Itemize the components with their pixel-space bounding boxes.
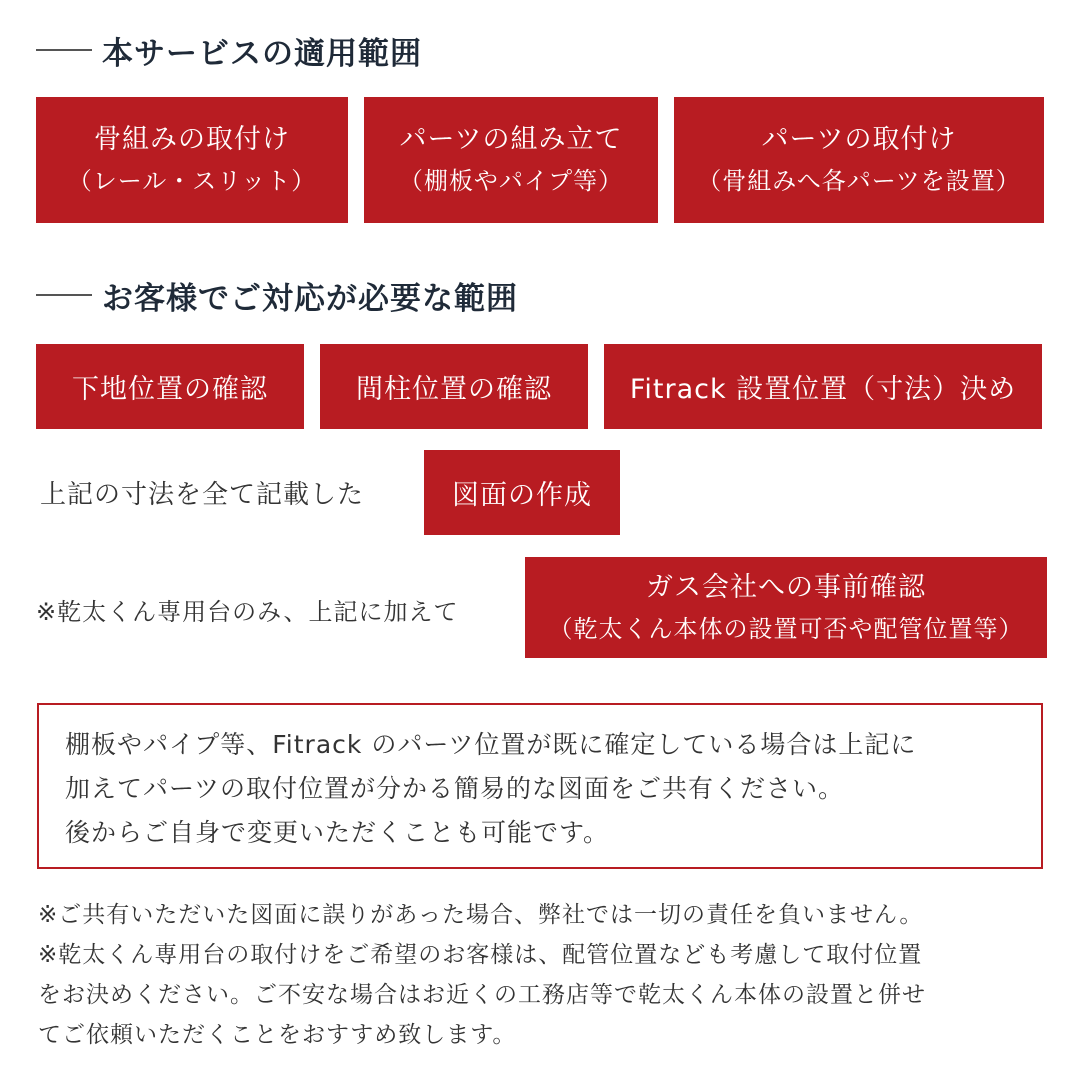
customer-box-stud-check	[320, 344, 588, 429]
service-box-frame-install	[36, 97, 348, 223]
box-label: 骨組みの取付け	[94, 124, 290, 155]
customer-box-base-check	[36, 344, 304, 429]
box-sublabel: （乾太くん本体の設置可否や配管位置等）	[548, 614, 1024, 643]
box-label: パーツの取付け	[761, 124, 957, 155]
box-label: パーツの組み立て	[399, 124, 623, 155]
section-heading-service-scope	[36, 30, 422, 70]
box-label: ガス会社への事前確認	[646, 571, 926, 603]
gas-prefix-text: ※乾太くん専用台のみ、上記に加えて	[36, 598, 459, 626]
drawing-prefix-text: 上記の寸法を全て記載した	[40, 480, 365, 510]
box-sublabel: （レール・スリット）	[67, 167, 317, 195]
note-line: 加えてパーツの取付位置が分かる簡易的な図面をご共有ください。	[65, 774, 845, 803]
note-line: 後からご自身で変更いただくことも可能です。	[65, 818, 610, 847]
box-sublabel: （骨組みへ各パーツを設置）	[697, 167, 1021, 195]
service-box-parts-install	[674, 97, 1044, 223]
box-label: Fitrack 設置位置（寸法）決め	[629, 374, 1017, 405]
box-label: 下地位置の確認	[72, 374, 268, 405]
heading-rule	[36, 49, 92, 51]
footnotes	[38, 895, 926, 1055]
box-sublabel: （棚板やパイプ等）	[398, 167, 624, 195]
customer-box-gas-check	[525, 557, 1047, 658]
customer-box-position-decision	[604, 344, 1042, 429]
heading-rule	[36, 294, 92, 296]
note-box	[37, 703, 1043, 869]
section-heading-customer-scope	[36, 275, 518, 315]
box-label: 図面の作成	[452, 480, 592, 511]
footnote-line: ※乾太くん専用台の取付けをご希望のお客様は、配管位置なども考慮して取付位置	[38, 942, 923, 968]
note-line: 棚板やパイプ等、Fitrack のパーツ位置が既に確定している場合は上記に	[65, 730, 917, 759]
section-title: 本サービスの適用範囲	[102, 35, 422, 72]
customer-box-drawing	[424, 450, 620, 535]
footnote-line: ※ご共有いただいた図面に誤りがあった場合、弊社では一切の責任を負いません。	[38, 902, 924, 928]
footnote-line: てご依頼いただくことをおすすめ致します。	[38, 1022, 517, 1048]
service-box-parts-assembly	[364, 97, 658, 223]
section-title: お客様でご対応が必要な範囲	[102, 280, 518, 317]
box-label: 間柱位置の確認	[356, 374, 552, 405]
footnote-line: をお決めください。ご不安な場合はお近くの工務店等で乾太くん本体の設置と併せ	[38, 982, 926, 1008]
